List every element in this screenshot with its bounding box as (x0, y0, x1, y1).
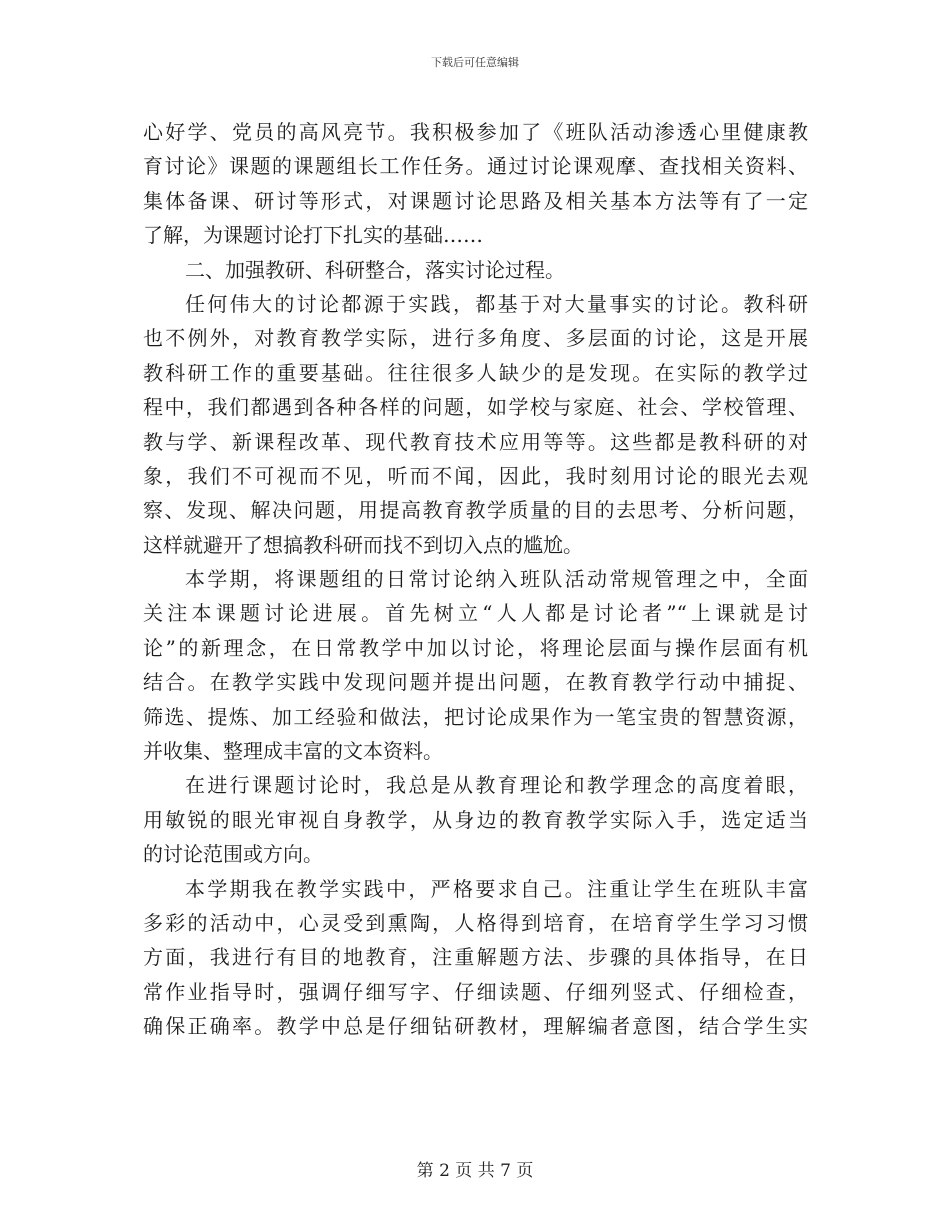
document-body (143, 115, 808, 1044)
body-line: 这样就避开了想搞教科研而找不到切入点的尴尬。 (143, 532, 583, 557)
body-line: 用敏锐的眼光审视自身教学，从身边的教育教学实际入手，选定适当 (143, 807, 808, 832)
body-line: 论”的新理念，在日常教学中加以讨论，将理论层面与操作层面有机 (143, 635, 808, 660)
body-line: 了解，为课题讨论打下扎实的基础…… (143, 223, 483, 248)
body-line: 察、发现、解决问题，用提高教育教学质量的目的去思考、分析问题， (143, 498, 808, 523)
body-line: 的讨论范围或方向。 (143, 842, 323, 867)
body-line: 教与学、新课程改革、现代教育技术应用等等。这些都是教科研的对 (143, 429, 808, 454)
body-line: 心好学、党员的高风亮节。我积极参加了《班队活动渗透心里健康教 (143, 120, 808, 144)
body-line: 也不例外，对教育教学实际，进行多角度、多层面的讨论，这是开展 (143, 326, 808, 351)
body-line: 教科研工作的重要基础。往往很多人缺少的是发现。在实际的教学过 (143, 360, 808, 385)
page-number: 第 2 页 共 7 页 (416, 1161, 534, 1181)
section-heading: 二、加强教研、科研整合，落实讨论过程。 (185, 257, 565, 282)
page-header: 下载后可任意编辑 (431, 56, 519, 69)
body-line: 本学期，将课题组的日常讨论纳入班队活动常规管理之中，全面 (185, 567, 808, 592)
body-line: 关注本课题讨论进展。首先树立“人人都是讨论者”“上课就是讨 (143, 601, 808, 626)
body-line: 常作业指导时，强调仔细写字、仔细读题、仔细列竖式、仔细检查， (143, 979, 808, 1004)
body-line: 方面，我进行有目的地教育，注重解题方法、步骤的具体指导，在日 (143, 945, 808, 970)
body-line: 在进行课题讨论时，我总是从教育理论和教学理念的高度着眼， (185, 773, 808, 798)
body-line: 象，我们不可视而不见，听而不闻，因此，我时刻用讨论的眼光去观 (143, 463, 808, 488)
body-line: 任何伟大的讨论都源于实践，都基于对大量事实的讨论。教科研 (185, 291, 808, 316)
body-line: 本学期我在教学实践中，严格要求自己。注重让学生在班队丰富 (185, 876, 808, 901)
body-line: 筛选、提炼、加工经验和做法，把讨论成果作为一笔宝贵的智慧资源， (143, 704, 808, 729)
body-line: 确保正确率。教学中总是仔细钻研教材，理解编者意图，结合学生实 (143, 1014, 808, 1039)
body-line: 集体备课、研讨等形式，对课题讨论思路及相关基本方法等有了一定 (143, 188, 808, 213)
body-line: 程中，我们都遇到各种各样的问题，如学校与家庭、社会、学校管理、 (143, 395, 808, 420)
body-line: 多彩的活动中，心灵受到熏陶，人格得到培育，在培育学生学习习惯 (143, 910, 808, 935)
body-line: 育讨论》课题的课题组长工作任务。通过讨论课观摩、查找相关资料、 (143, 154, 808, 179)
body-line: 结合。在教学实践中发现问题并提出问题，在教育教学行动中捕捉、 (143, 670, 808, 695)
body-line: 并收集、整理成丰富的文本资料。 (143, 739, 443, 764)
